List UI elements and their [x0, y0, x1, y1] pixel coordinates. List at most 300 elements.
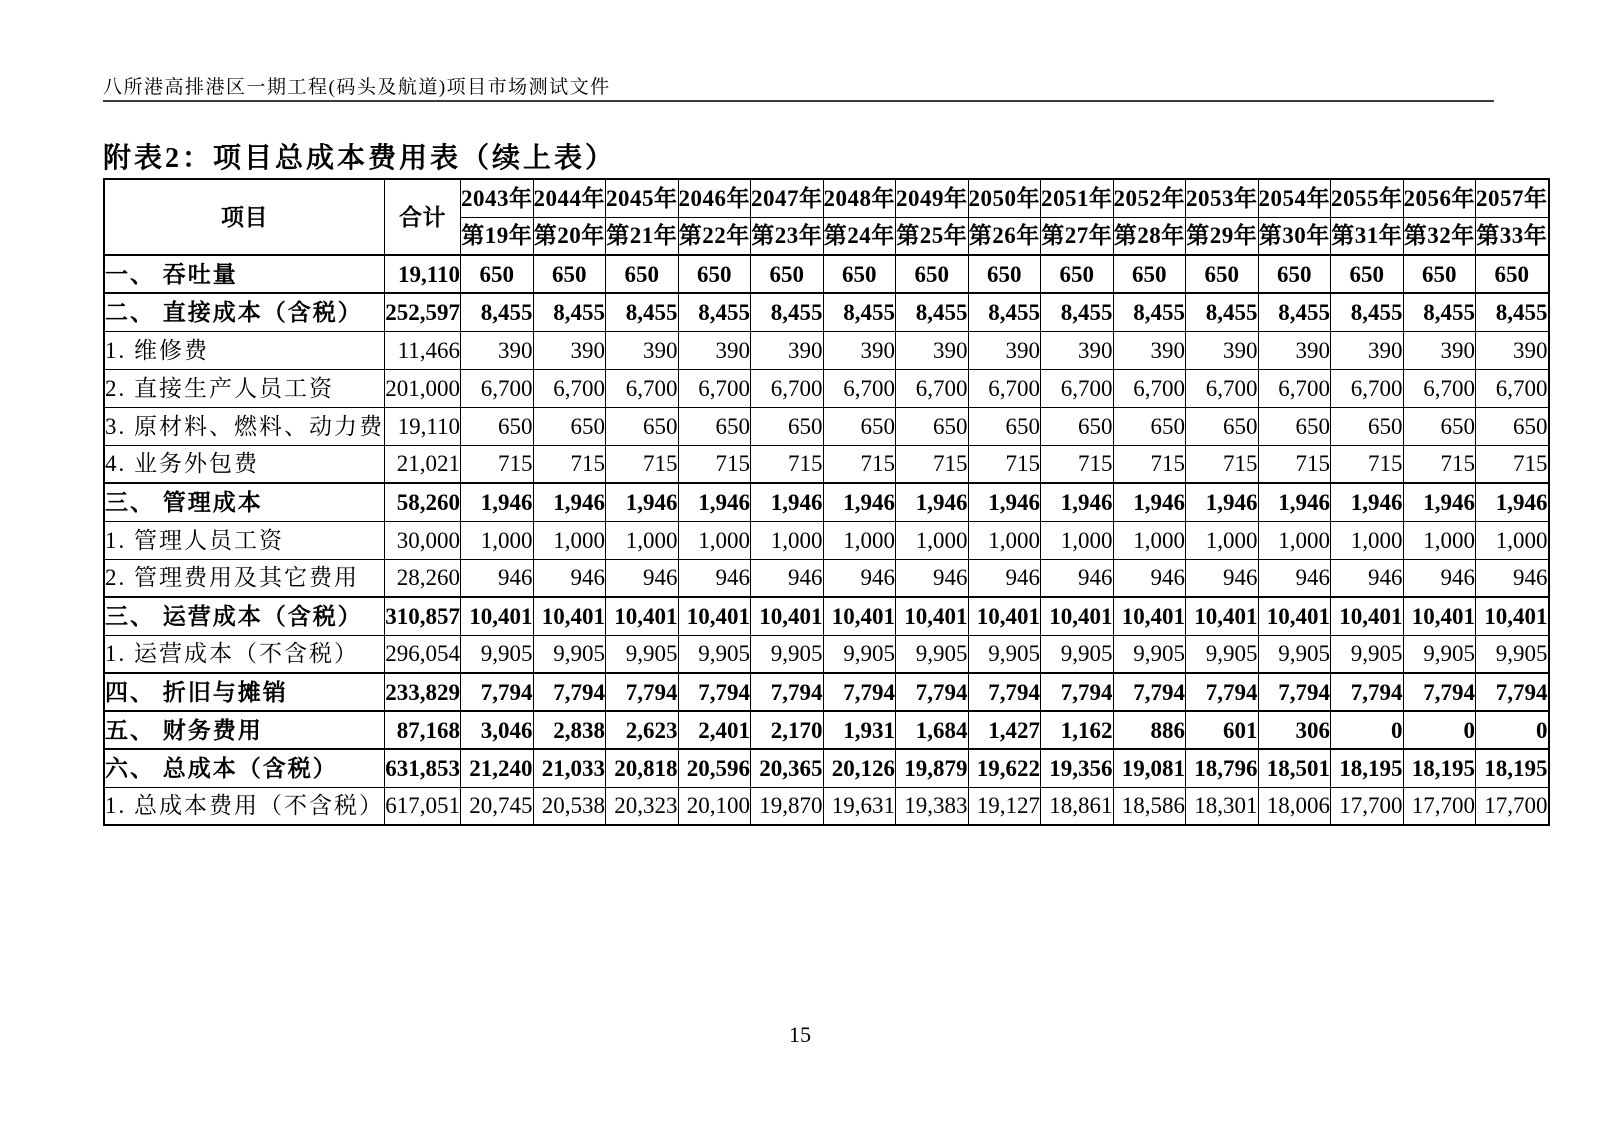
value-cell: 9,905 [1476, 635, 1549, 673]
value-cell: 715 [1331, 445, 1404, 483]
value-cell: 715 [823, 445, 896, 483]
value-cell: 1,000 [606, 521, 679, 559]
col-header-year: 2054年 [1258, 179, 1331, 217]
table-row [104, 369, 1549, 407]
value-cell: 8,455 [1113, 293, 1186, 331]
value-cell: 0 [1331, 711, 1404, 749]
value-cell: 6,700 [678, 369, 751, 407]
value-cell: 946 [1113, 559, 1186, 597]
value-cell: 1,946 [751, 483, 824, 521]
value-cell: 715 [1113, 445, 1186, 483]
row-label-cell: 二、 直接成本（含税） [104, 293, 385, 331]
col-header-year: 2048年 [823, 179, 896, 217]
row-total-cell: 310,857 [385, 597, 461, 635]
value-cell: 19,081 [1113, 749, 1186, 787]
col-header-yearindex: 第27年 [1041, 217, 1114, 255]
row-total-cell: 631,853 [385, 749, 461, 787]
table-row [104, 559, 1549, 597]
value-cell: 18,006 [1258, 787, 1331, 825]
col-header-year: 2046年 [678, 179, 751, 217]
value-cell: 650 [678, 407, 751, 445]
value-cell: 650 [1331, 407, 1404, 445]
value-cell: 1,946 [461, 483, 534, 521]
value-cell: 650 [1041, 255, 1114, 293]
value-cell: 650 [678, 255, 751, 293]
value-cell: 650 [1186, 407, 1259, 445]
row-total-cell: 30,000 [385, 521, 461, 559]
value-cell: 1,946 [1258, 483, 1331, 521]
value-cell: 1,946 [1041, 483, 1114, 521]
col-header-yearindex: 第22年 [678, 217, 751, 255]
value-cell: 21,033 [533, 749, 606, 787]
value-cell: 1,946 [1113, 483, 1186, 521]
value-cell: 650 [968, 255, 1041, 293]
value-cell: 19,356 [1041, 749, 1114, 787]
value-cell: 650 [1113, 255, 1186, 293]
value-cell: 390 [461, 331, 534, 369]
row-label-cell: 2. 直接生产人员工资 [104, 369, 385, 407]
table-row [104, 331, 1549, 369]
row-label-cell: 六、 总成本（含税） [104, 749, 385, 787]
value-cell: 946 [823, 559, 896, 597]
value-cell: 1,946 [1476, 483, 1549, 521]
value-cell: 1,000 [1476, 521, 1549, 559]
value-cell: 946 [968, 559, 1041, 597]
page-number: 15 [789, 1022, 811, 1047]
value-cell: 19,631 [823, 787, 896, 825]
value-cell: 650 [1186, 255, 1259, 293]
value-cell: 390 [678, 331, 751, 369]
value-cell: 18,301 [1186, 787, 1259, 825]
col-header-yearindex: 第29年 [1186, 217, 1259, 255]
value-cell: 650 [823, 255, 896, 293]
value-cell: 7,794 [1476, 673, 1549, 711]
value-cell: 8,455 [606, 293, 679, 331]
value-cell: 8,455 [1041, 293, 1114, 331]
value-cell: 1,946 [1403, 483, 1476, 521]
value-cell: 650 [1331, 255, 1404, 293]
value-cell: 6,700 [1186, 369, 1259, 407]
value-cell: 1,000 [1186, 521, 1259, 559]
value-cell: 715 [1258, 445, 1331, 483]
value-cell: 6,700 [1476, 369, 1549, 407]
value-cell: 10,401 [678, 597, 751, 635]
col-header-yearindex: 第25年 [896, 217, 969, 255]
value-cell: 10,401 [1331, 597, 1404, 635]
col-header-year: 2049年 [896, 179, 969, 217]
row-label-cell: 三、 运营成本（含税） [104, 597, 385, 635]
value-cell: 18,195 [1476, 749, 1549, 787]
value-cell: 20,745 [461, 787, 534, 825]
value-cell: 8,455 [678, 293, 751, 331]
value-cell: 20,596 [678, 749, 751, 787]
value-cell: 650 [968, 407, 1041, 445]
cost-table [103, 178, 1550, 826]
value-cell: 9,905 [823, 635, 896, 673]
value-cell: 715 [1186, 445, 1259, 483]
value-cell: 7,794 [896, 673, 969, 711]
value-cell: 650 [1258, 407, 1331, 445]
value-cell: 1,946 [968, 483, 1041, 521]
value-cell: 10,401 [1113, 597, 1186, 635]
value-cell: 1,946 [823, 483, 896, 521]
value-cell: 18,586 [1113, 787, 1186, 825]
row-label-cell: 四、 折旧与摊销 [104, 673, 385, 711]
value-cell: 20,100 [678, 787, 751, 825]
value-cell: 6,700 [1403, 369, 1476, 407]
value-cell: 8,455 [896, 293, 969, 331]
value-cell: 10,401 [461, 597, 534, 635]
value-cell: 946 [461, 559, 534, 597]
value-cell: 7,794 [1258, 673, 1331, 711]
col-header-yearindex: 第24年 [823, 217, 896, 255]
row-label-cell: 一、 吞吐量 [104, 255, 385, 293]
value-cell: 19,622 [968, 749, 1041, 787]
table-row [104, 635, 1549, 673]
value-cell: 1,000 [1041, 521, 1114, 559]
value-cell: 650 [606, 407, 679, 445]
page-header-text: 八所港高排港区一期工程(码头及航道)项目市场测试文件 [103, 77, 611, 98]
value-cell: 6,700 [1331, 369, 1404, 407]
value-cell: 715 [678, 445, 751, 483]
value-cell: 390 [968, 331, 1041, 369]
value-cell: 1,162 [1041, 711, 1114, 749]
value-cell: 8,455 [1331, 293, 1404, 331]
value-cell: 9,905 [1041, 635, 1114, 673]
value-cell: 10,401 [1403, 597, 1476, 635]
col-header-yearindex: 第30年 [1258, 217, 1331, 255]
value-cell: 7,794 [1186, 673, 1259, 711]
value-cell: 8,455 [1403, 293, 1476, 331]
value-cell: 650 [1476, 407, 1549, 445]
value-cell: 715 [1476, 445, 1549, 483]
value-cell: 1,946 [896, 483, 969, 521]
value-cell: 9,905 [751, 635, 824, 673]
row-total-cell: 87,168 [385, 711, 461, 749]
value-cell: 9,905 [606, 635, 679, 673]
row-total-cell: 233,829 [385, 673, 461, 711]
value-cell: 306 [1258, 711, 1331, 749]
value-cell: 7,794 [678, 673, 751, 711]
value-cell: 10,401 [533, 597, 606, 635]
value-cell: 10,401 [823, 597, 896, 635]
value-cell: 946 [1476, 559, 1549, 597]
value-cell: 1,000 [678, 521, 751, 559]
value-cell: 650 [533, 407, 606, 445]
value-cell: 10,401 [751, 597, 824, 635]
value-cell: 7,794 [606, 673, 679, 711]
value-cell: 6,700 [896, 369, 969, 407]
value-cell: 886 [1113, 711, 1186, 749]
header-rule [103, 100, 1494, 102]
value-cell: 7,794 [1113, 673, 1186, 711]
value-cell: 6,700 [533, 369, 606, 407]
table-row [104, 749, 1549, 787]
value-cell: 715 [968, 445, 1041, 483]
value-cell: 1,000 [1113, 521, 1186, 559]
value-cell: 390 [1403, 331, 1476, 369]
value-cell: 7,794 [461, 673, 534, 711]
row-total-cell: 201,000 [385, 369, 461, 407]
value-cell: 1,946 [1186, 483, 1259, 521]
value-cell: 20,323 [606, 787, 679, 825]
col-header-year: 2055年 [1331, 179, 1404, 217]
value-cell: 10,401 [968, 597, 1041, 635]
value-cell: 7,794 [968, 673, 1041, 711]
value-cell: 18,861 [1041, 787, 1114, 825]
value-cell: 1,946 [533, 483, 606, 521]
value-cell: 601 [1186, 711, 1259, 749]
col-header-yearindex: 第31年 [1331, 217, 1404, 255]
col-header-year: 2057年 [1476, 179, 1549, 217]
col-header-year: 2044年 [533, 179, 606, 217]
value-cell: 10,401 [1258, 597, 1331, 635]
value-cell: 8,455 [751, 293, 824, 331]
value-cell: 8,455 [1476, 293, 1549, 331]
value-cell: 390 [823, 331, 896, 369]
value-cell: 9,905 [1258, 635, 1331, 673]
value-cell: 1,931 [823, 711, 896, 749]
value-cell: 7,794 [1403, 673, 1476, 711]
value-cell: 715 [896, 445, 969, 483]
value-cell: 715 [533, 445, 606, 483]
value-cell: 1,000 [1331, 521, 1404, 559]
value-cell: 10,401 [1186, 597, 1259, 635]
value-cell: 650 [461, 255, 534, 293]
value-cell: 650 [1476, 255, 1549, 293]
value-cell: 1,427 [968, 711, 1041, 749]
value-cell: 9,905 [1403, 635, 1476, 673]
value-cell: 1,946 [678, 483, 751, 521]
value-cell: 650 [1258, 255, 1331, 293]
col-header-year: 2053年 [1186, 179, 1259, 217]
col-header-year: 2047年 [751, 179, 824, 217]
col-header-yearindex: 第28年 [1113, 217, 1186, 255]
value-cell: 21,240 [461, 749, 534, 787]
value-cell: 1,000 [751, 521, 824, 559]
value-cell: 8,455 [1186, 293, 1259, 331]
value-cell: 18,796 [1186, 749, 1259, 787]
row-total-cell: 252,597 [385, 293, 461, 331]
col-header-yearindex: 第32年 [1403, 217, 1476, 255]
value-cell: 6,700 [823, 369, 896, 407]
value-cell: 7,794 [751, 673, 824, 711]
table-row [104, 483, 1549, 521]
value-cell: 6,700 [1041, 369, 1114, 407]
value-cell: 1,946 [606, 483, 679, 521]
value-cell: 19,870 [751, 787, 824, 825]
row-total-cell: 28,260 [385, 559, 461, 597]
value-cell: 650 [1403, 255, 1476, 293]
col-header-yearindex: 第23年 [751, 217, 824, 255]
value-cell: 2,170 [751, 711, 824, 749]
value-cell: 9,905 [896, 635, 969, 673]
value-cell: 0 [1403, 711, 1476, 749]
value-cell: 946 [1186, 559, 1259, 597]
value-cell: 8,455 [1258, 293, 1331, 331]
row-label-cell: 1. 运营成本（不含税） [104, 635, 385, 673]
value-cell: 19,879 [896, 749, 969, 787]
value-cell: 715 [461, 445, 534, 483]
row-label-cell: 2. 管理费用及其它费用 [104, 559, 385, 597]
value-cell: 390 [751, 331, 824, 369]
value-cell: 650 [461, 407, 534, 445]
col-header-year: 2051年 [1041, 179, 1114, 217]
value-cell: 6,700 [606, 369, 679, 407]
value-cell: 715 [1041, 445, 1114, 483]
value-cell: 17,700 [1476, 787, 1549, 825]
value-cell: 650 [751, 255, 824, 293]
row-total-cell: 617,051 [385, 787, 461, 825]
value-cell: 650 [896, 255, 969, 293]
value-cell: 1,000 [896, 521, 969, 559]
value-cell: 946 [678, 559, 751, 597]
table-row [104, 597, 1549, 635]
col-header-yearindex: 第19年 [461, 217, 534, 255]
value-cell: 9,905 [533, 635, 606, 673]
table-row [104, 787, 1549, 825]
col-header-year: 2050年 [968, 179, 1041, 217]
value-cell: 1,946 [1331, 483, 1404, 521]
value-cell: 1,684 [896, 711, 969, 749]
table-row [104, 445, 1549, 483]
value-cell: 10,401 [1476, 597, 1549, 635]
value-cell: 650 [1403, 407, 1476, 445]
value-cell: 6,700 [968, 369, 1041, 407]
value-cell: 6,700 [1258, 369, 1331, 407]
value-cell: 19,127 [968, 787, 1041, 825]
value-cell: 1,000 [533, 521, 606, 559]
col-header-yearindex: 第26年 [968, 217, 1041, 255]
row-total-cell: 58,260 [385, 483, 461, 521]
value-cell: 7,794 [823, 673, 896, 711]
value-cell: 10,401 [1041, 597, 1114, 635]
value-cell: 10,401 [896, 597, 969, 635]
value-cell: 390 [1113, 331, 1186, 369]
value-cell: 18,195 [1331, 749, 1404, 787]
value-cell: 6,700 [461, 369, 534, 407]
col-header-yearindex: 第20年 [533, 217, 606, 255]
row-label-cell: 4. 业务外包费 [104, 445, 385, 483]
value-cell: 1,000 [1403, 521, 1476, 559]
value-cell: 390 [896, 331, 969, 369]
value-cell: 18,195 [1403, 749, 1476, 787]
value-cell: 8,455 [533, 293, 606, 331]
col-header-year: 2056年 [1403, 179, 1476, 217]
value-cell: 17,700 [1403, 787, 1476, 825]
value-cell: 390 [1331, 331, 1404, 369]
table-row [104, 711, 1549, 749]
value-cell: 6,700 [1113, 369, 1186, 407]
value-cell: 650 [896, 407, 969, 445]
col-header-yearindex: 第21年 [606, 217, 679, 255]
value-cell: 1,000 [461, 521, 534, 559]
table-row [104, 521, 1549, 559]
value-cell: 9,905 [1186, 635, 1259, 673]
value-cell: 650 [1041, 407, 1114, 445]
value-cell: 9,905 [678, 635, 751, 673]
value-cell: 6,700 [751, 369, 824, 407]
row-label-cell: 三、 管理成本 [104, 483, 385, 521]
value-cell: 946 [896, 559, 969, 597]
value-cell: 2,401 [678, 711, 751, 749]
value-cell: 715 [1403, 445, 1476, 483]
value-cell: 8,455 [823, 293, 896, 331]
value-cell: 20,126 [823, 749, 896, 787]
header-row-years [104, 179, 1549, 217]
row-total-cell: 19,110 [385, 255, 461, 293]
value-cell: 20,365 [751, 749, 824, 787]
col-header-total: 合计 [385, 179, 461, 255]
value-cell: 9,905 [1113, 635, 1186, 673]
value-cell: 715 [751, 445, 824, 483]
value-cell: 8,455 [968, 293, 1041, 331]
value-cell: 2,623 [606, 711, 679, 749]
value-cell: 18,501 [1258, 749, 1331, 787]
value-cell: 650 [751, 407, 824, 445]
value-cell: 19,383 [896, 787, 969, 825]
value-cell: 7,794 [1331, 673, 1404, 711]
row-label-cell: 1. 管理人员工资 [104, 521, 385, 559]
value-cell: 946 [1258, 559, 1331, 597]
table-row [104, 673, 1549, 711]
cost-table-container [103, 178, 1550, 826]
value-cell: 946 [606, 559, 679, 597]
value-cell: 390 [533, 331, 606, 369]
value-cell: 650 [823, 407, 896, 445]
col-header-year: 2052年 [1113, 179, 1186, 217]
row-total-cell: 296,054 [385, 635, 461, 673]
row-total-cell: 19,110 [385, 407, 461, 445]
row-label-cell: 1. 维修费 [104, 331, 385, 369]
value-cell: 650 [606, 255, 679, 293]
value-cell: 8,455 [461, 293, 534, 331]
col-header-item: 项目 [104, 179, 385, 255]
value-cell: 390 [1476, 331, 1549, 369]
value-cell: 715 [606, 445, 679, 483]
value-cell: 9,905 [1331, 635, 1404, 673]
table-row [104, 293, 1549, 331]
value-cell: 3,046 [461, 711, 534, 749]
value-cell: 20,538 [533, 787, 606, 825]
row-label-cell: 1. 总成本费用（不含税） [104, 787, 385, 825]
value-cell: 1,000 [968, 521, 1041, 559]
value-cell: 7,794 [533, 673, 606, 711]
row-total-cell: 11,466 [385, 331, 461, 369]
col-header-year: 2045年 [606, 179, 679, 217]
value-cell: 9,905 [968, 635, 1041, 673]
value-cell: 10,401 [606, 597, 679, 635]
value-cell: 946 [1403, 559, 1476, 597]
value-cell: 946 [751, 559, 824, 597]
value-cell: 7,794 [1041, 673, 1114, 711]
table-row [104, 407, 1549, 445]
value-cell: 946 [533, 559, 606, 597]
value-cell: 390 [1041, 331, 1114, 369]
value-cell: 650 [533, 255, 606, 293]
value-cell: 1,000 [823, 521, 896, 559]
row-label-cell: 3. 原材料、燃料、动力费 [104, 407, 385, 445]
value-cell: 946 [1331, 559, 1404, 597]
row-label-cell: 五、 财务费用 [104, 711, 385, 749]
value-cell: 2,838 [533, 711, 606, 749]
value-cell: 20,818 [606, 749, 679, 787]
table-title: 附表2：项目总成本费用表（续上表） [103, 143, 617, 174]
value-cell: 390 [1258, 331, 1331, 369]
col-header-yearindex: 第33年 [1476, 217, 1549, 255]
value-cell: 390 [606, 331, 679, 369]
value-cell: 650 [1113, 407, 1186, 445]
